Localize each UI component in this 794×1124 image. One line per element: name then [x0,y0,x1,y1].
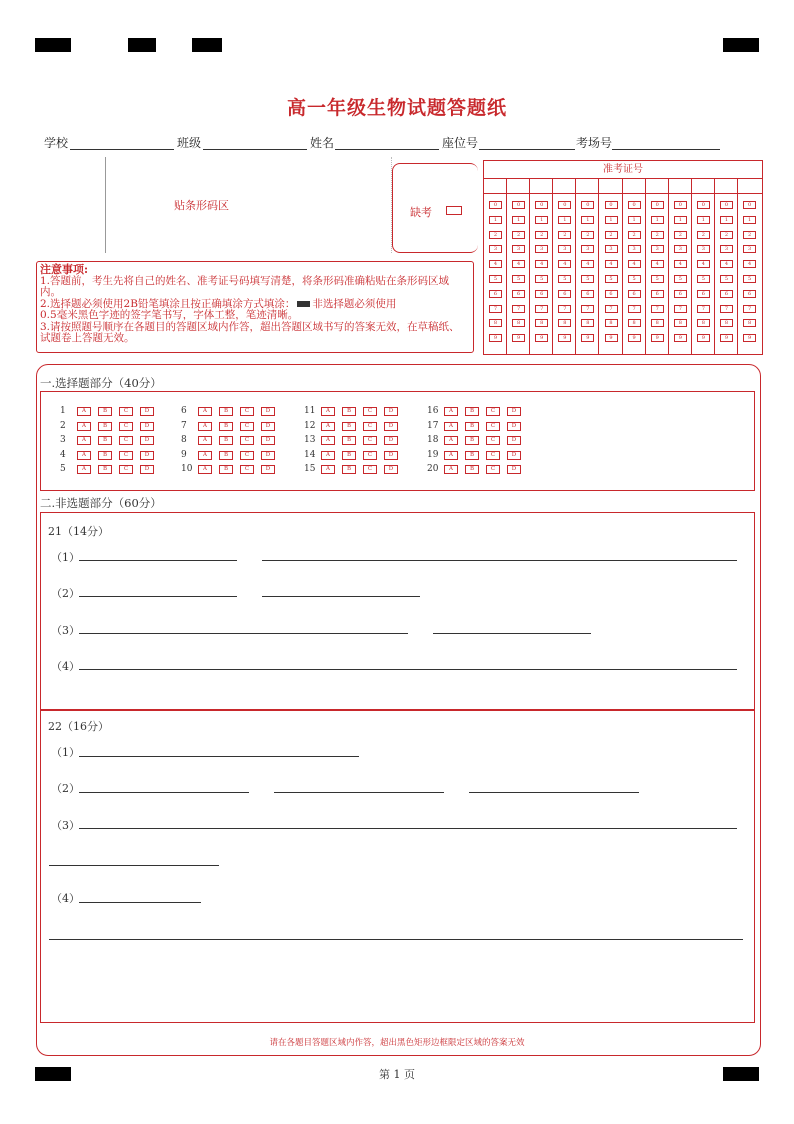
notice-line-2a: 2.选择题必须使用2B铅笔填涂且按正确填涂方式填涂： [40,297,296,310]
exam-id-bubble[interactable]: 7 [720,305,733,313]
exam-id-bubble[interactable]: 6 [558,290,571,298]
mc-question-number: 9 [181,449,187,460]
multiple-choice-box [40,391,755,491]
exam-id-bubble[interactable]: 5 [558,275,571,283]
exam-id-bubble[interactable]: 3 [743,245,756,253]
name-field[interactable] [335,149,439,150]
exam-id-bubble[interactable]: 0 [651,201,664,209]
mc-option-bubble[interactable]: D [140,451,154,460]
exam-id-bubble[interactable]: 2 [674,231,687,239]
q22-part-3: （3） [51,819,80,832]
exam-id-bubble[interactable]: 6 [651,290,664,298]
exam-id-bubble[interactable]: 7 [697,305,710,313]
mc-option-bubble[interactable]: A [198,422,212,431]
exam-id-bubble[interactable]: 6 [743,290,756,298]
exam-id-header: 准考证号 [484,161,762,179]
exam-id-column [692,179,715,354]
mc-option-bubble[interactable]: C [363,436,377,445]
exam-id-bubble[interactable]: 5 [512,275,525,283]
exam-id-column [623,179,646,354]
class-field[interactable] [203,149,307,150]
exam-id-bubble[interactable]: 7 [628,305,641,313]
exam-id-bubble[interactable]: 3 [558,245,571,253]
question-22-box [40,709,755,1023]
mc-option-bubble[interactable]: B [219,451,233,460]
q21-part-3: （3） [51,624,80,637]
exam-id-bubble[interactable]: 6 [697,290,710,298]
mc-option-bubble[interactable]: A [444,436,458,445]
q21-answer-line[interactable] [79,669,737,670]
mc-question-number: 1 [60,406,66,416]
exam-id-bubble[interactable]: 6 [535,290,548,298]
q22-title: 22（16分） [48,720,109,733]
exam-id-bubble[interactable]: 6 [605,290,618,298]
exam-id-bubble[interactable]: 4 [581,260,594,268]
exam-id-bubble[interactable]: 3 [489,245,502,253]
exam-id-column [576,179,599,354]
mc-option-bubble[interactable]: C [363,451,377,460]
exam-id-bubble[interactable]: 5 [628,275,641,283]
mc-option-bubble[interactable]: A [321,407,335,416]
q21-answer-line[interactable] [79,633,408,634]
mc-option-bubble[interactable]: D [507,407,521,416]
q22-answer-line[interactable] [79,792,249,793]
mc-option-bubble[interactable]: D [507,465,521,474]
exam-id-bubble[interactable]: 8 [535,319,548,327]
mc-option-bubble[interactable]: C [486,422,500,431]
mc-question-number: 6 [181,406,187,416]
absent-checkbox[interactable] [446,206,462,215]
mc-option-bubble[interactable]: B [98,436,112,445]
notice-line-1: 1.答题前，考生先将自己的姓名、准考证号码填写清楚，将条形码准确粘贴在条形码区域内。 [40,274,450,298]
mc-option-bubble[interactable]: A [77,422,91,431]
mc-option-bubble[interactable]: C [240,407,254,416]
q22-answer-line[interactable] [79,902,201,903]
exam-id-bubble[interactable]: 0 [720,201,733,209]
school-label: 学校 [44,136,69,150]
q22-part-2: （2） [51,782,80,795]
mc-option-bubble[interactable]: A [198,465,212,474]
exam-id-bubble[interactable]: 0 [558,201,571,209]
mc-option-bubble[interactable]: D [140,436,154,445]
exam-id-bubble[interactable]: 3 [628,245,641,253]
exam-id-bubble[interactable]: 2 [489,231,502,239]
exam-id-bubble[interactable]: 5 [720,275,733,283]
exam-id-bubble[interactable]: 0 [535,201,548,209]
exam-id-bubble[interactable]: 8 [581,319,594,327]
exam-id-bubble[interactable]: 7 [651,305,664,313]
exam-id-bubble[interactable]: 3 [674,245,687,253]
mc-option-bubble[interactable]: A [444,451,458,460]
exam-id-bubble[interactable]: 0 [674,201,687,209]
class-label: 班级 [177,136,202,150]
exam-id-column [530,179,553,354]
exam-id-column [600,179,623,354]
mc-option-bubble[interactable]: C [240,422,254,431]
notice-line-2b: 非选择题必须使用 [312,297,397,310]
exam-id-bubble[interactable]: 8 [558,319,571,327]
q21-answer-line[interactable] [262,560,737,561]
exam-id-column [646,179,669,354]
alignment-mark [192,38,222,52]
exam-id-bubble[interactable]: 2 [743,231,756,239]
mc-option-bubble[interactable]: B [342,407,356,416]
seat-field[interactable] [479,149,575,150]
exam-id-bubble[interactable]: 1 [581,216,594,224]
exam-id-bubble[interactable]: 7 [674,305,687,313]
exam-id-bubble[interactable]: 9 [651,334,664,342]
exam-id-column [715,179,738,354]
mc-question-number: 16 [427,406,439,416]
mc-option-bubble[interactable]: A [198,407,212,416]
mc-option-bubble[interactable]: D [507,422,521,431]
mc-option-bubble[interactable]: D [261,465,275,474]
name-label: 姓名 [310,136,335,150]
exam-id-bubble[interactable]: 4 [628,260,641,268]
mc-option-bubble[interactable]: A [444,465,458,474]
exam-id-bubble[interactable]: 9 [512,334,525,342]
mc-question-number: 13 [304,435,316,445]
mc-option-bubble[interactable]: A [321,451,335,460]
exam-id-column [738,179,760,354]
q22-answer-line[interactable] [49,865,219,866]
exam-id-bubble[interactable]: 4 [743,260,756,268]
mc-option-bubble[interactable]: D [140,422,154,431]
exam-id-bubble[interactable]: 9 [581,334,594,342]
mc-option-bubble[interactable]: A [77,436,91,445]
exam-id-bubble[interactable]: 4 [512,260,525,268]
seat-label: 座位号 [442,136,479,150]
exam-id-bubble[interactable]: 4 [489,260,502,268]
exam-id-bubble[interactable]: 2 [558,231,571,239]
exam-id-bubble[interactable]: 5 [743,275,756,283]
mc-option-bubble[interactable]: B [465,451,479,460]
q21-part-4: （4） [51,660,80,673]
exam-id-bubble[interactable]: 2 [581,231,594,239]
exam-id-bubble[interactable]: 9 [743,334,756,342]
mc-option-bubble[interactable]: B [219,465,233,474]
mc-question-number: 18 [427,435,439,445]
mc-question-number: 14 [304,449,316,460]
exam-id-bubble[interactable]: 7 [489,305,502,313]
exam-id-bubble[interactable]: 8 [628,319,641,327]
exam-id-bubble[interactable]: 8 [605,319,618,327]
exam-id-bubble[interactable]: 2 [512,231,525,239]
exam-id-bubble[interactable]: 8 [720,319,733,327]
exam-id-bubble[interactable]: 6 [720,290,733,298]
q22-answer-line[interactable] [274,792,444,793]
mc-option-bubble[interactable]: B [465,422,479,431]
mc-option-bubble[interactable]: C [240,465,254,474]
mc-option-bubble[interactable]: A [444,422,458,431]
mc-option-bubble[interactable]: B [219,422,233,431]
exam-id-bubble[interactable]: 7 [605,305,618,313]
mc-option-bubble[interactable]: A [198,451,212,460]
mc-option-bubble[interactable]: D [261,436,275,445]
mc-option-bubble[interactable]: B [98,422,112,431]
mc-option-bubble[interactable]: B [342,422,356,431]
exam-id-bubble[interactable]: 6 [674,290,687,298]
mc-question-number: 15 [304,464,316,474]
exam-id-column [553,179,576,354]
exam-id-bubble[interactable]: 5 [697,275,710,283]
mc-option-bubble[interactable]: A [77,465,91,474]
exam-id-bubble[interactable]: 1 [489,216,502,224]
exam-id-bubble[interactable]: 4 [697,260,710,268]
mc-option-bubble[interactable]: B [342,436,356,445]
q22-answer-line[interactable] [469,792,639,793]
mc-option-bubble[interactable]: D [261,422,275,431]
exam-id-bubble[interactable]: 0 [743,201,756,209]
exam-id-bubble[interactable]: 8 [697,319,710,327]
exam-id-bubble[interactable]: 4 [605,260,618,268]
mc-option-bubble[interactable]: D [261,451,275,460]
exam-id-bubble[interactable]: 1 [512,216,525,224]
exam-id-bubble[interactable]: 4 [651,260,664,268]
alignment-mark [723,38,759,52]
section-1-header: 一.选择题部分（40分） [40,376,162,390]
mc-option-bubble[interactable]: C [486,451,500,460]
mc-option-bubble[interactable]: C [240,436,254,445]
mc-question-number: 19 [427,449,439,460]
exam-id-bubble[interactable]: 0 [697,201,710,209]
mc-option-bubble[interactable]: A [321,436,335,445]
exam-id-bubble[interactable]: 7 [581,305,594,313]
mc-option-bubble[interactable]: D [384,451,398,460]
mc-question-number: 10 [181,464,193,474]
exam-id-column [507,179,530,354]
mc-option-bubble[interactable]: B [342,451,356,460]
q21-part-1: （1） [51,551,80,564]
exam-id-bubble[interactable]: 5 [535,275,548,283]
exam-id-bubble[interactable]: 1 [720,216,733,224]
mc-option-bubble[interactable]: B [219,407,233,416]
alignment-mark [35,38,71,52]
exam-id-bubble[interactable]: 6 [628,290,641,298]
exam-id-bubble[interactable]: 1 [743,216,756,224]
q21-answer-line[interactable] [262,596,420,597]
mc-option-bubble[interactable]: D [384,465,398,474]
q22-part-1: （1） [51,746,80,759]
exam-id-bubble[interactable]: 6 [512,290,525,298]
exam-id-bubble[interactable]: 4 [720,260,733,268]
exam-id-bubble[interactable]: 6 [489,290,502,298]
exam-id-bubble[interactable]: 2 [720,231,733,239]
footer-note: 请在各题目答题区域内作答，超出黑色矩形边框限定区域的答案无效 [269,1038,525,1048]
mc-option-bubble[interactable]: D [140,407,154,416]
mc-option-bubble[interactable]: D [384,436,398,445]
question-21-box [40,512,755,711]
exam-id-bubble[interactable]: 4 [674,260,687,268]
q21-answer-line[interactable] [79,596,237,597]
page-number: 第 1 页 [379,1068,415,1081]
q21-answer-line[interactable] [79,560,237,561]
exam-id-bubble[interactable]: 2 [535,231,548,239]
mc-question-number: 8 [181,435,187,445]
mc-question-number: 3 [60,435,66,445]
mc-option-bubble[interactable]: C [240,451,254,460]
exam-id-bubble[interactable]: 9 [535,334,548,342]
exam-id-bubble[interactable]: 0 [581,201,594,209]
q21-title: 21（14分） [48,525,109,538]
q21-answer-line[interactable] [433,633,591,634]
mc-option-bubble[interactable]: C [486,436,500,445]
mc-option-bubble[interactable]: A [77,407,91,416]
exam-id-bubble[interactable]: 7 [535,305,548,313]
exam-id-bubble[interactable]: 9 [720,334,733,342]
exam-id-bubble[interactable]: 4 [558,260,571,268]
mc-option-bubble[interactable]: D [140,465,154,474]
exam-id-bubble[interactable]: 9 [628,334,641,342]
exam-id-bubble[interactable]: 7 [558,305,571,313]
exam-id-bubble[interactable]: 3 [512,245,525,253]
exam-id-bubble[interactable]: 0 [489,201,502,209]
exam-id-bubble[interactable]: 2 [628,231,641,239]
mc-question-number: 2 [60,420,66,431]
q22-answer-line[interactable] [79,756,359,757]
mc-option-bubble[interactable]: C [486,465,500,474]
mc-option-bubble[interactable]: C [363,422,377,431]
exam-id-bubble[interactable]: 6 [581,290,594,298]
mc-option-bubble[interactable]: A [77,451,91,460]
exam-id-bubble[interactable]: 4 [535,260,548,268]
exam-id-bubble[interactable]: 3 [535,245,548,253]
mc-option-bubble[interactable]: C [119,436,133,445]
exam-id-bubble[interactable]: 1 [628,216,641,224]
mc-option-bubble[interactable]: D [384,407,398,416]
exam-id-bubble[interactable]: 8 [512,319,525,327]
school-field[interactable] [70,149,174,150]
mc-option-bubble[interactable]: C [486,407,500,416]
exam-id-bubble[interactable]: 2 [651,231,664,239]
q22-answer-line[interactable] [49,939,743,940]
exam-id-bubble[interactable]: 3 [697,245,710,253]
absent-box [392,163,478,253]
barcode-area [105,157,392,253]
exam-id-bubble[interactable]: 8 [674,319,687,327]
notice-heading: 注意事项: [40,263,89,276]
mc-option-bubble[interactable]: B [98,451,112,460]
mc-option-bubble[interactable]: B [342,465,356,474]
barcode-label: 贴条形码区 [174,199,229,212]
exam-id-bubble[interactable]: 5 [581,275,594,283]
exam-id-bubble[interactable]: 8 [743,319,756,327]
mc-option-bubble[interactable]: B [465,407,479,416]
exam-id-bubble[interactable]: 5 [651,275,664,283]
exam-id-bubble[interactable]: 2 [697,231,710,239]
q22-part-4: （4） [51,892,80,905]
mc-option-bubble[interactable]: C [119,407,133,416]
mc-option-bubble[interactable]: C [119,465,133,474]
exam-id-bubble[interactable]: 5 [674,275,687,283]
exam-id-bubble[interactable]: 1 [651,216,664,224]
exam-id-bubble[interactable]: 9 [674,334,687,342]
absent-label: 缺考 [410,206,432,219]
mc-option-bubble[interactable]: B [98,407,112,416]
exam-id-bubble[interactable]: 9 [558,334,571,342]
exam-id-bubble[interactable]: 2 [605,231,618,239]
exam-id-bubble[interactable]: 5 [489,275,502,283]
mc-question-number: 5 [60,464,66,474]
exam-id-column [484,179,507,354]
mc-option-bubble[interactable]: B [465,436,479,445]
mc-option-bubble[interactable]: C [119,451,133,460]
exam-id-bubble[interactable]: 0 [628,201,641,209]
mc-option-bubble[interactable]: A [321,465,335,474]
mc-option-bubble[interactable]: A [321,422,335,431]
exam-id-bubble[interactable]: 1 [558,216,571,224]
mc-option-bubble[interactable]: C [119,422,133,431]
mc-option-bubble[interactable]: B [219,436,233,445]
mc-question-number: 4 [60,449,66,460]
exam-id-bubble[interactable]: 1 [605,216,618,224]
exam-id-bubble[interactable]: 9 [605,334,618,342]
room-label: 考场号 [576,136,613,150]
exam-id-bubble[interactable]: 1 [697,216,710,224]
mc-option-bubble[interactable]: D [261,407,275,416]
exam-id-bubble[interactable]: 0 [512,201,525,209]
exam-id-column [669,179,692,354]
notice-line-3: 0.5毫米黑色字迹的签字笔书写，字体工整，笔迹清晰。 [40,309,299,321]
exam-id-bubble[interactable]: 3 [581,245,594,253]
fill-example-icon [297,301,310,307]
exam-id-bubble[interactable]: 0 [605,201,618,209]
q22-answer-line[interactable] [79,828,737,829]
mc-option-bubble[interactable]: B [98,465,112,474]
exam-id-bubble[interactable]: 5 [605,275,618,283]
exam-id-bubble[interactable]: 9 [697,334,710,342]
mc-question-number: 20 [427,464,439,474]
exam-id-bubble[interactable]: 3 [720,245,733,253]
mc-option-bubble[interactable]: C [363,465,377,474]
exam-id-bubble[interactable]: 3 [605,245,618,253]
mc-question-number: 11 [304,406,316,416]
notice-line-4: 3.请按照题号顺序在各题目的答题区域内作答，超出答题区域书写的答案无效，在草稿纸、试题卷上答题无效。 [40,320,460,344]
mc-question-number: 12 [304,420,316,431]
room-field[interactable] [612,149,720,150]
mc-option-bubble[interactable]: D [507,451,521,460]
exam-id-bubble[interactable]: 1 [535,216,548,224]
exam-id-bubble[interactable]: 8 [489,319,502,327]
exam-id-bubble[interactable]: 1 [674,216,687,224]
mc-option-bubble[interactable]: D [384,422,398,431]
exam-id-bubble[interactable]: 8 [651,319,664,327]
exam-id-bubble[interactable]: 9 [489,334,502,342]
alignment-mark [128,38,156,52]
notice-box [36,261,474,353]
q21-part-2: （2） [51,587,80,600]
mc-option-bubble[interactable]: B [465,465,479,474]
exam-id-grid [483,160,763,355]
mc-option-bubble[interactable]: C [363,407,377,416]
exam-id-bubble[interactable]: 7 [512,305,525,313]
mc-option-bubble[interactable]: D [507,436,521,445]
mc-question-number: 7 [181,420,187,431]
mc-option-bubble[interactable]: A [444,407,458,416]
exam-id-bubble[interactable]: 7 [743,305,756,313]
exam-id-bubble[interactable]: 3 [651,245,664,253]
mc-question-number: 17 [427,420,439,431]
section-2-header: 二.非选题部分（60分） [40,496,162,510]
mc-option-bubble[interactable]: A [198,436,212,445]
page-title: 高一年级生物试题答题纸 [286,97,507,119]
